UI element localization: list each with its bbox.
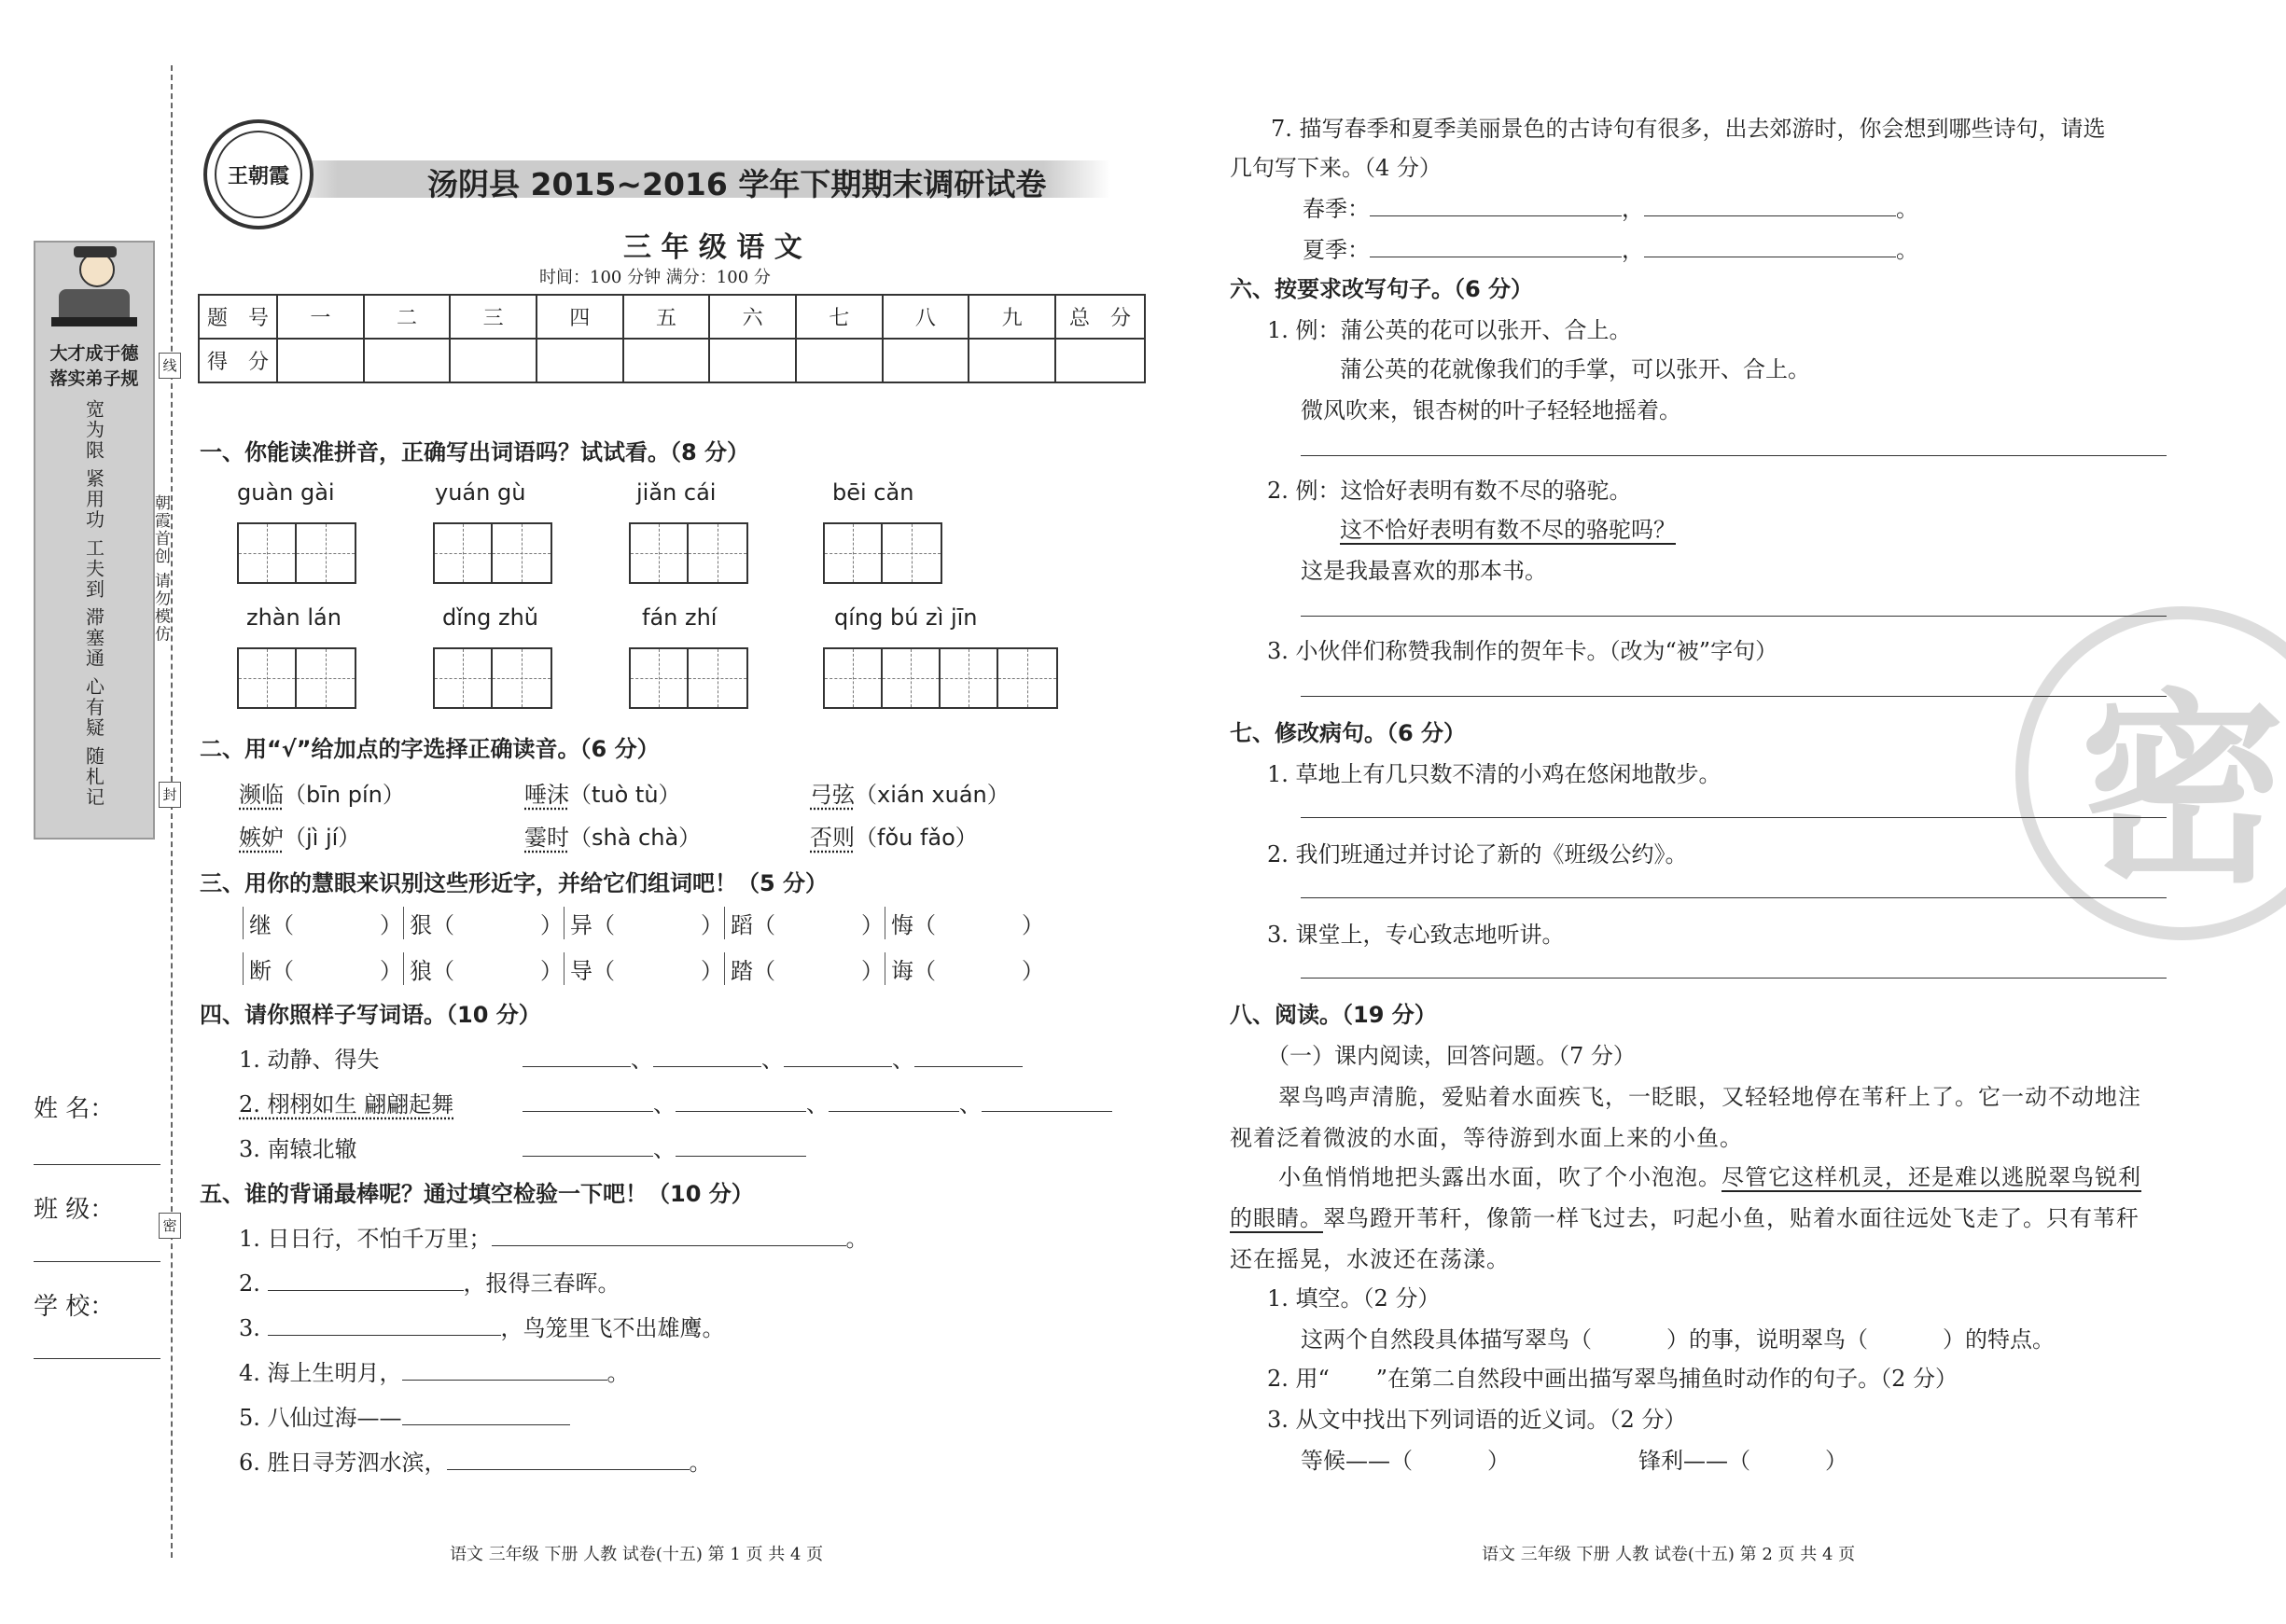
score-col-8: 八 (883, 295, 969, 339)
sidebar-vertical-note: 朝霞首创 请勿模仿 (151, 494, 170, 644)
exam-title: 汤阴县 2015~2016 学年下期期末调研试卷 (427, 166, 1047, 202)
write-grid-8[interactable] (823, 647, 1058, 709)
write-grid-1[interactable] (237, 522, 356, 584)
pinyin-6: dǐng zhǔ (442, 604, 538, 631)
logo-seal-icon: 王朝霞 (203, 119, 314, 229)
score-col-2: 二 (364, 295, 451, 339)
q7-line2: 几句写下来。（4 分） (1230, 155, 1442, 181)
s6-answer-line-2[interactable] (1301, 616, 2167, 617)
q7-spring[interactable]: 春季： ， 。 (1303, 196, 1918, 222)
score-cell[interactable] (883, 339, 969, 382)
s3-item[interactable]: 异（ ） (564, 907, 724, 939)
name-label: 姓 名： (34, 1095, 115, 1123)
pinyin-2: yuán gù (435, 479, 526, 506)
s2-item-1[interactable]: 濒临（bīn pín） (239, 782, 405, 808)
s6-ex1-q: 微风吹来，银杏树的叶子轻轻地摇着。 (1301, 397, 1681, 423)
score-cell[interactable] (364, 339, 451, 382)
s5-item-2[interactable]: 2. ，报得三春晖。 (239, 1270, 620, 1297)
score-col-7: 七 (796, 295, 883, 339)
s3-item[interactable]: 继（ ） (243, 907, 403, 939)
score-col-6: 六 (709, 295, 796, 339)
name-field[interactable] (34, 1164, 160, 1165)
s8-q1-fill[interactable]: 这两个自然段具体描写翠鸟（ ）的事，说明翠鸟（ ）的特点。 (1301, 1326, 2055, 1353)
s3-item[interactable]: 导（ ） (564, 952, 724, 985)
write-grid-7[interactable] (629, 647, 748, 709)
s5-item-4[interactable]: 4. 海上生明月， 。 (239, 1360, 630, 1386)
s4-item-1-answer[interactable]: 、 、 、 (523, 1041, 1023, 1074)
score-col-5: 五 (623, 295, 710, 339)
score-cell[interactable] (277, 339, 364, 382)
s6-ex2-q: 这是我最喜欢的那本书。 (1301, 558, 1547, 584)
s3-item[interactable]: 狼（ ） (403, 952, 564, 985)
s5-item-6[interactable]: 6. 胜日寻芳泗水滨， 。 (239, 1450, 712, 1476)
sidebar-motto-panel (34, 241, 155, 840)
s2-item-5[interactable]: 霎时（shà chà） (524, 825, 702, 851)
cut-mark-mi: 密 (159, 1213, 181, 1239)
section3-title: 三、用你的慧眼来识别这些形近字，并给它们组词吧！（5 分） (200, 870, 829, 896)
s7-item-1: 1. 草地上有几只数不清的小鸡在悠闲地散步。 (1267, 761, 1721, 787)
s8-p2-l1: 小鱼悄悄地把头露出水面，吹了个小泡泡。尽管它这样机灵，还是难以逃脱翠鸟锐利 (1278, 1164, 2141, 1190)
pinyin-5: zhàn lán (246, 604, 342, 631)
s5-item-5[interactable]: 5. 八仙过海—— (239, 1399, 570, 1432)
write-grid-5[interactable] (237, 647, 356, 709)
s8-q3: 3. 从文中找出下列词语的近义词。（2 分） (1267, 1407, 1687, 1433)
pinyin-8: qíng bú zì jīn (834, 604, 978, 631)
class-field[interactable] (34, 1261, 160, 1262)
s8-subtitle: （一）课内阅读，回答问题。（7 分） (1267, 1043, 1636, 1069)
pinyin-4: bēi cǎn (832, 479, 914, 506)
s4-item-2: 2. 栩栩如生 翩翩起舞 (239, 1091, 454, 1117)
s4-item-3: 3. 南辕北辙 (239, 1136, 357, 1162)
s6-ex2-b: 这不恰好表明有数不尽的骆驼吗？ (1340, 517, 1676, 543)
binding-dashed-line (171, 65, 173, 1558)
s7-item-2: 2. 我们班通过并讨论了新的《班级公约》。 (1267, 841, 1688, 868)
score-cell[interactable] (1055, 339, 1145, 382)
s7-answer-line-3[interactable] (1301, 978, 2167, 979)
score-col-1: 一 (277, 295, 364, 339)
s6-ex2-a: 2. 例：这恰好表明有数不尽的骆驼。 (1267, 478, 1632, 504)
s6-ex1-a: 1. 例：蒲公英的花可以张开、合上。 (1267, 317, 1632, 343)
s3-item[interactable]: 狠（ ） (403, 907, 564, 939)
score-cell[interactable] (623, 339, 710, 382)
s6-answer-line-3[interactable] (1301, 696, 2167, 697)
school-field[interactable] (34, 1358, 160, 1359)
exam-time-info: 时间：100 分钟 满分：100 分 (539, 268, 771, 287)
score-cell[interactable] (450, 339, 537, 382)
section2-title: 二、用“√”给加点的字选择正确读音。（6 分） (200, 736, 660, 762)
s3-item[interactable]: 蹈（ ） (724, 907, 885, 939)
score-table (198, 294, 1146, 383)
exam-subject: 三 年 级 语 文 (623, 231, 802, 264)
s4-item-2-answer[interactable]: 、 、 、 (523, 1086, 1112, 1118)
s3-item[interactable]: 踏（ ） (724, 952, 885, 985)
s8-q3-a[interactable]: 等候——（ ） (1301, 1448, 1510, 1474)
score-table-header-row (199, 295, 1145, 339)
score-col-4: 四 (537, 295, 623, 339)
s2-item-3[interactable]: 弓弦（xián xuán） (810, 782, 1010, 808)
write-grid-2[interactable] (433, 522, 552, 584)
sidebar-motto-bottom: 落实弟子规 (49, 368, 139, 389)
s4-item-1: 1. 动静、得失 (239, 1047, 380, 1073)
s6-ex1-b: 蒲公英的花就像我们的手掌，可以张开、合上。 (1340, 356, 1810, 382)
score-col-3: 三 (450, 295, 537, 339)
pinyin-3: jiǎn cái (636, 479, 717, 506)
section8-title: 八、阅读。（19 分） (1230, 1002, 1437, 1028)
s4-item-3-answer[interactable]: 、 (523, 1131, 806, 1163)
cut-mark-xian: 线 (159, 353, 181, 379)
s8-q3-b[interactable]: 锋利——（ ） (1638, 1448, 1847, 1474)
s5-item-1[interactable]: 1. 日日行，不怕千万里； 。 (239, 1226, 869, 1252)
class-label: 班 级： (34, 1196, 115, 1224)
section7-title: 七、修改病句。（6 分） (1230, 720, 1467, 746)
score-cell[interactable] (537, 339, 623, 382)
watermark-seal: 密 (2015, 606, 2286, 940)
s8-p2-l2: 的眼睛。翠鸟蹬开苇秆，像箭一样飞过去，叼起小鱼，贴着水面往远处飞走了。只有苇秆 (1230, 1205, 2140, 1231)
s2-item-4[interactable]: 嫉妒（jì jí） (239, 825, 361, 851)
q7-summer[interactable]: 夏季： ， 。 (1303, 237, 1918, 263)
sidebar-col1: 宽为限 紧用功 工夫到 滞塞通 心有疑 随札记 (82, 399, 105, 808)
s6-ex3: 3. 小伙伴们称赞我制作的贺年卡。（改为“被”字句） (1267, 638, 1778, 664)
score-row-label: 得 分 (199, 339, 277, 382)
s3-item[interactable]: 诲（ ） (885, 952, 1045, 985)
s7-item-3: 3. 课堂上，专心致志地听讲。 (1267, 922, 1565, 948)
s7-answer-line-1[interactable] (1301, 817, 2167, 818)
s6-answer-line-1[interactable] (1301, 455, 2167, 456)
section1-title: 一、你能读准拼音，正确写出词语吗？试试看。（8 分） (200, 439, 750, 465)
cut-mark-feng: 封 (159, 782, 181, 808)
score-col-label: 题 号 (199, 295, 277, 339)
s3-grid (243, 907, 1045, 985)
section6-title: 六、按要求改写句子。（6 分） (1230, 276, 1534, 302)
write-grid-4[interactable] (823, 522, 942, 584)
score-col-total: 总 分 (1055, 295, 1145, 339)
s2-item-2[interactable]: 唾沫（tuò tù） (524, 782, 681, 808)
s3-item[interactable]: 断（ ） (243, 952, 403, 985)
s8-q2: 2. 用“ ”在第二自然段中画出描写翠鸟捕鱼时动作的句子。（2 分） (1267, 1366, 1958, 1392)
q7-line1: 7. 描写春季和夏季美丽景色的古诗句有很多，出去郊游时，你会想到哪些诗句，请选 (1271, 116, 2106, 142)
pinyin-7: fán zhí (642, 604, 718, 631)
scholar-icon (51, 252, 137, 336)
pinyin-1: guàn gài (237, 479, 335, 506)
s8-q1: 1. 填空。（2 分） (1267, 1285, 1441, 1312)
s7-answer-line-2[interactable] (1301, 897, 2167, 898)
s5-item-3[interactable]: 3. ，鸟笼里飞不出雄鹰。 (239, 1315, 725, 1341)
s2-item-6[interactable]: 否则（fǒu fǎo） (810, 825, 978, 851)
score-cell[interactable] (796, 339, 883, 382)
score-table-score-row (199, 339, 1145, 382)
score-cell[interactable] (709, 339, 796, 382)
section5-title: 五、谁的背诵最棒呢？通过填空检验一下吧！（10 分） (200, 1181, 754, 1207)
s8-p1-l2: 视着泛着微波的水面，等待游到水面上来的小鱼。 (1230, 1125, 1743, 1151)
s8-p2-l3: 还在摇晃，水波还在荡漾。 (1230, 1246, 1510, 1272)
sidebar-motto-top: 大才成于德 (49, 343, 139, 364)
school-label: 学 校： (34, 1293, 115, 1321)
s3-item[interactable]: 悔（ ） (885, 907, 1045, 939)
footer-right: 语文 三年级 下册 人教 试卷(十五) 第 2 页 共 4 页 (1482, 1545, 1856, 1564)
write-grid-3[interactable] (629, 522, 748, 584)
footer-left: 语文 三年级 下册 人教 试卷(十五) 第 1 页 共 4 页 (450, 1545, 824, 1564)
score-col-9: 九 (969, 295, 1055, 339)
section4-title: 四、请你照样子写词语。（10 分） (200, 1002, 541, 1028)
score-cell[interactable] (969, 339, 1055, 382)
write-grid-6[interactable] (433, 647, 552, 709)
s8-p1-l1: 翠鸟鸣声清脆，爱贴着水面疾飞，一眨眼，又轻轻地停在苇秆上了。它一动不动地注 (1278, 1084, 2141, 1110)
